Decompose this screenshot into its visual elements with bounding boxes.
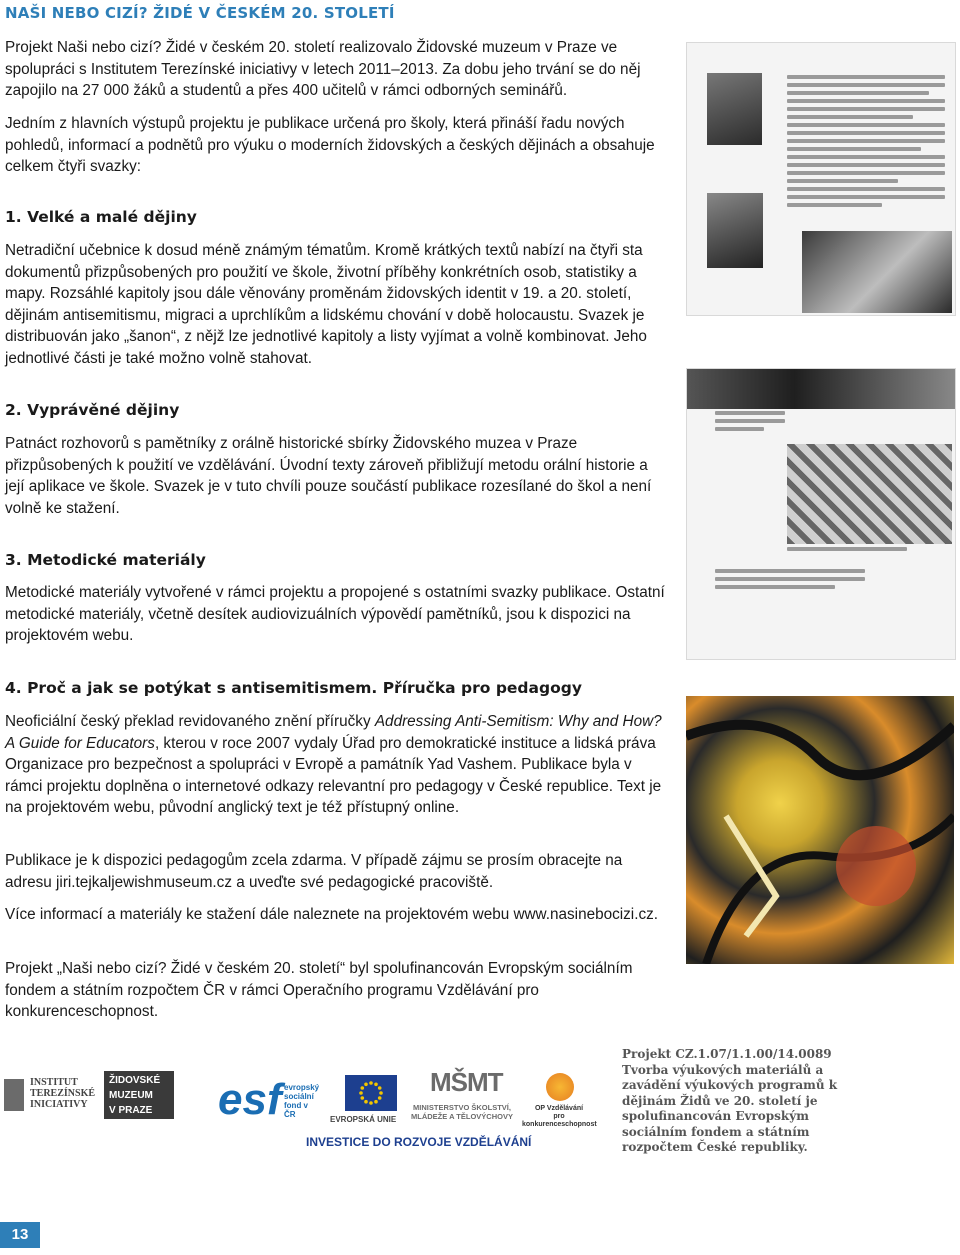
street-photo	[687, 369, 955, 409]
section-text-4a: Neoficiální český překlad revidovaného znění příručky	[5, 713, 375, 730]
opvk-line-1: OP Vzdělávání	[534, 1105, 584, 1112]
institut-line-3: INICIATIVY	[30, 1099, 88, 1110]
esf-line-3: fond v ČR	[284, 1101, 308, 1119]
esf-logo	[218, 1075, 320, 1130]
msmt-line-1: MINISTERSTVO ŠKOLSTVÍ,	[413, 1103, 511, 1112]
family-photo	[802, 231, 952, 313]
section-text-3: Metodické materiály vytvořené v rámci projektu a propojené s ostatními svazky publikace. Ostatní metodické materiály, včetně desítek audiovizuálních výpovědí pamětníků, jsou k dispozici na projektovém webu.	[5, 584, 665, 644]
page-title: NAŠI NEBO CIZÍ? ŽIDÉ V ČESKÉM 20. STOLETÍ	[5, 4, 395, 22]
muzeum-line-2: MUZEUM	[109, 1090, 153, 1101]
section-text-1: Netradiční učebnice k dosud méně známým tématům. Kromě krátkých textů nabízí na čtyři sta dokumentů přizpůsobených pro použití ve škole, životní příběhy konkrétních osob, statistiky a mapy. Rozsáhlé kapitoly jsou dále věnovány proměnám židovských identit v 19. a 20. století, dějinám antisemitismu, migraci a uprchlíkům a lidskému chování v době holocaustu. Svazek je distribuován jako „šanon“, z nějž lze jednotlivé kapitoly a listy vyjímat a volně kombinovat. Jeho jednotlivé části je také možno volně stahovat.	[5, 242, 647, 367]
esf-line-2: sociální	[284, 1092, 314, 1101]
muzeum-line-3: V PRAZE	[109, 1105, 153, 1116]
esf-wordmark: esf	[218, 1075, 282, 1124]
institut-line-1: INSTITUT	[30, 1077, 78, 1088]
intro-paragraph-2: Jedním z hlavních výstupů projektu je publikace určená pro školy, která přináší řadu nových pohledů, informací a podnětů pro výuku o moderních židovských a českých dějinách a obsahuje celkem čtyři svazky:	[5, 115, 655, 175]
msmt-line-2: MLÁDEŽE A TĚLOVÝCHOVY	[411, 1112, 513, 1121]
closing-paragraph-1: Publikace je k dispozici pedagogům zcela zdarma. V případě zájmu se prosím obracejte na adresu jiri.tejkaljewishmuseum.cz a uveďte své pedagogické pracoviště.	[5, 852, 623, 891]
opvk-logo	[522, 1073, 596, 1129]
eu-flag	[345, 1075, 397, 1111]
section-text-2: Patnáct rozhovorů s pamětníky z orálně historické sbírky Židovského muzea v Praze přizpůsobených k použití ve vzdělávání. Úvodní texty zároveň přibližují metodu orální historie a její aplikace ve škole. Svazek je v tuto chvíli pouze součástí publikace rozesílané do škol a není volně ke stažení.	[5, 435, 652, 517]
institut-logo-mark	[4, 1079, 24, 1111]
msmt-logo	[402, 1067, 522, 1127]
eu-label: EVROPSKÁ UNIE	[330, 1115, 397, 1124]
investice-slogan: INVESTICE DO ROZVOJE VZDĚLÁVÁNÍ	[306, 1135, 532, 1149]
section-text-4b: , kterou v roce 2007 vydaly Úřad pro demokratické instituce a lidská práva Organizace pro bezpečnost a spolupráci v Evropě a památník Yad Vashem. Publikace byla v rámci projektu doplněna o internetové odkazy relevantní pro pedagogy v České republice. Text je na projektovém webu, původní anglický text je též přístupný online.	[5, 734, 662, 816]
closing-paragraph-3: Projekt „Naši nebo cizí? Židé v českém 20. století“ byl spolufinancován Evropským sociálním fondem a státním rozpočtem ČR v rámci Operačního programu Vzdělávání pro konkurenceschopnost.	[5, 960, 633, 1020]
section-heading-2: 2. Vyprávěné dějiny	[5, 401, 180, 419]
esf-line-1: evropský	[284, 1083, 320, 1092]
cover-art	[686, 696, 954, 964]
muzeum-line-1: ŽIDOVSKÉ	[109, 1075, 161, 1086]
intro-paragraph-1: Projekt Naši nebo cizí? Židé v českém 20. století realizovalo Židovské muzeum v Praze ve spolupráci s Institutem Terezínské iniciativy v letech 2011–2013. Za dobu jeho trvání se do něj zapojilo na 27 000 žáků a studentů a přes 400 učitelů v rámci odborných seminářů.	[5, 39, 641, 99]
publication-thumbnail-2	[686, 368, 956, 660]
handbook-cover-illustration	[686, 696, 954, 964]
opvk-sun-icon	[546, 1073, 574, 1101]
publication-thumbnail-1	[686, 42, 956, 316]
footer-logos	[0, 1035, 960, 1185]
opvk-line-2: pro konkurenceschopnost	[522, 1113, 597, 1128]
section-text-4	[5, 711, 665, 819]
muzeum-logo	[104, 1071, 174, 1119]
institut-logo	[4, 1075, 96, 1115]
closing-paragraph-2: Více informací a materiály ke stažení dále naleznete na projektovém webu www.nasinebocizi.cz.	[5, 906, 658, 923]
portrait-photo-2	[707, 193, 763, 268]
eu-stars-icon	[345, 1075, 397, 1111]
section-heading-4: 4. Proč a jak se potýkat s antisemitismem. Příručka pro pedagogy	[5, 679, 582, 697]
page-number: 13	[0, 1222, 40, 1248]
portrait-photo-1	[707, 73, 762, 145]
guide-title: Addressing Anti-Semitism: Why and How? A Guide for Educators	[5, 713, 662, 752]
section-heading-1: 1. Velké a malé dějiny	[5, 208, 197, 226]
institut-line-2: TEREZÍNSKÉ	[30, 1088, 96, 1099]
text-column	[787, 75, 945, 211]
section-heading-3: 3. Metodické materiály	[5, 551, 206, 569]
graffiti-photo	[787, 444, 952, 544]
msmt-wordmark: MŠMT	[430, 1067, 503, 1097]
project-note: Projekt CZ.1.07/1.1.00/14.0089 Tvorba výukových materiálů a zavádění výukových programů k dějinám Židů ve 20. století je spolufinancován Evropským sociálním fondem a státním rozpočtem České republiky.	[622, 1047, 838, 1154]
